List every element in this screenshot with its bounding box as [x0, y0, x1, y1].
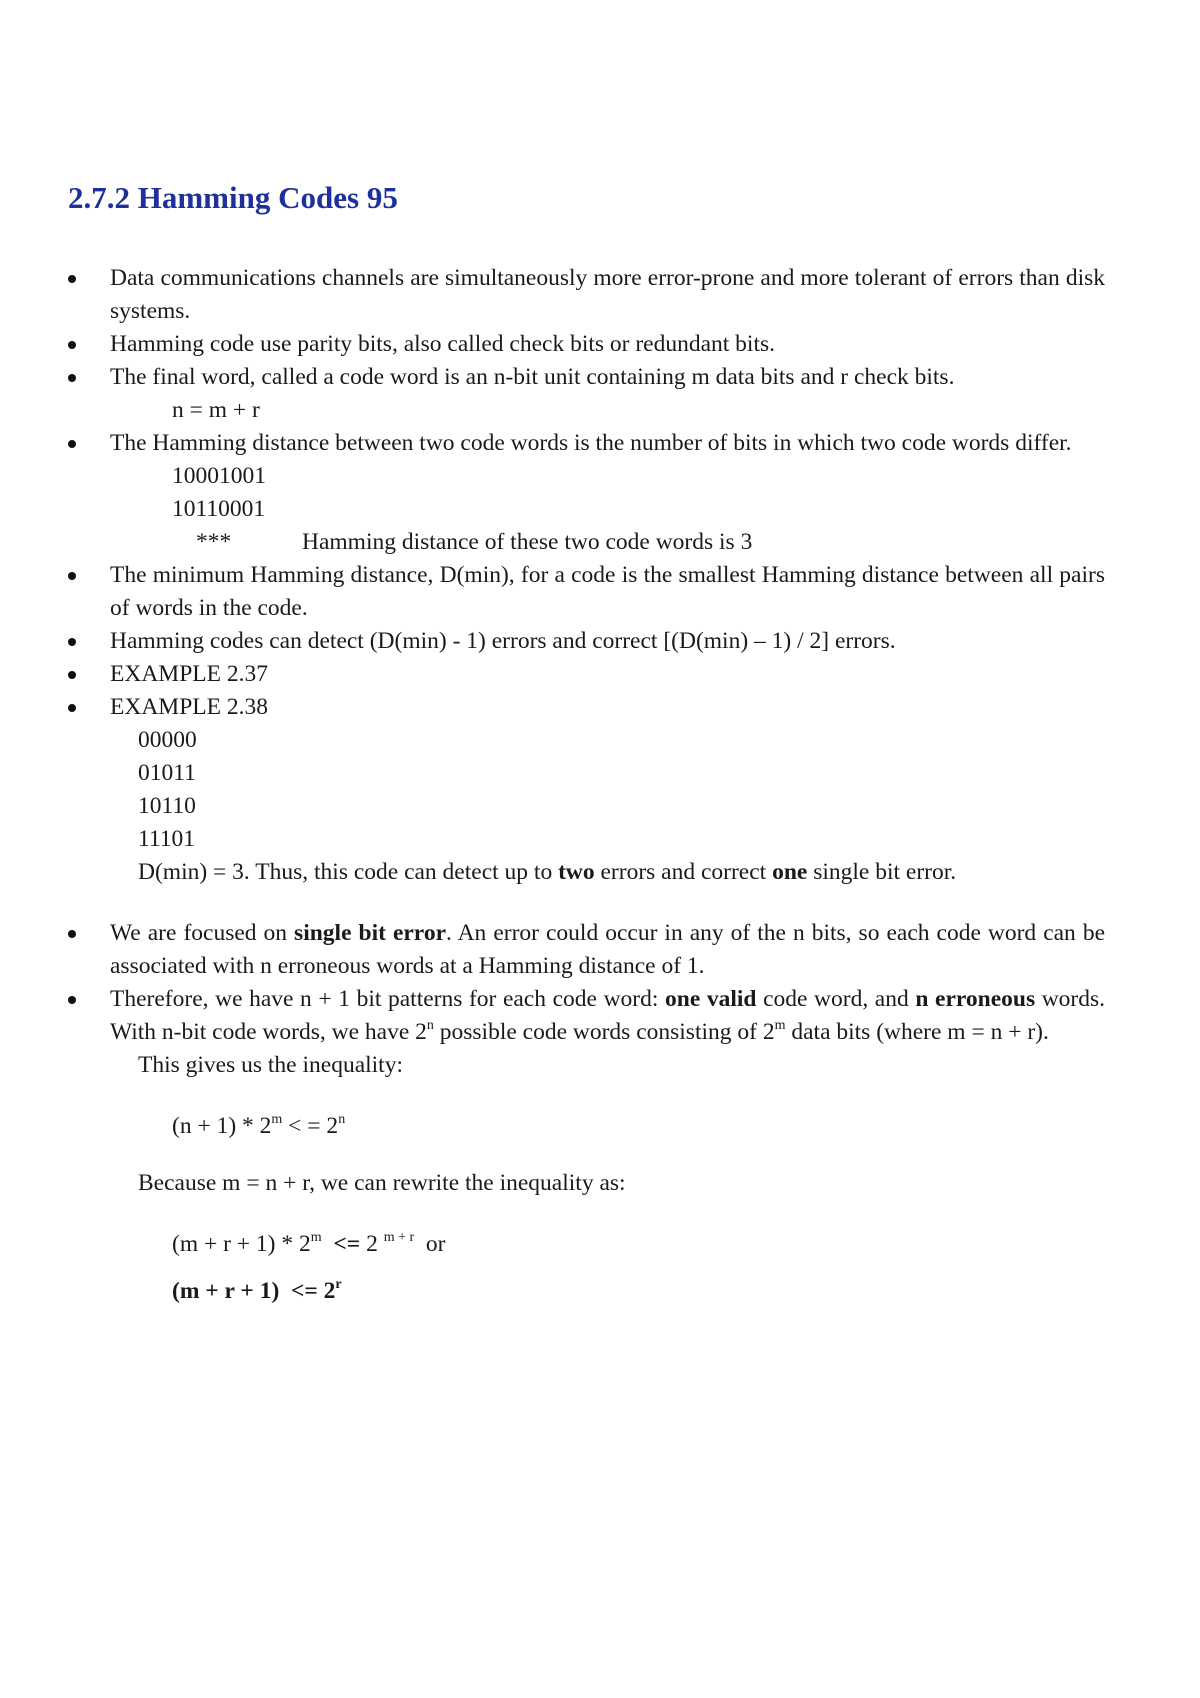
code-list	[110, 724, 1105, 889]
code-word-2: 10110001	[172, 496, 266, 522]
distance-note: Hamming distance of these two code words is 3	[302, 529, 753, 555]
bullet-icon	[68, 572, 76, 580]
list-item	[0, 658, 1200, 691]
list-item	[0, 917, 1200, 983]
bullet-text: The final word, called a code word is an n-bit unit containing m data bits and r check bits.	[110, 364, 955, 390]
bullet-icon	[68, 996, 76, 1004]
bullet-icon	[68, 440, 76, 448]
bullet-icon	[68, 275, 76, 283]
code-word: 10110	[138, 793, 196, 819]
list-item	[0, 559, 1200, 625]
inequality-2: (m + r + 1) * 2$^m$ <= 2 $^{m + r}$ or	[172, 1230, 446, 1257]
bullet-text: Therefore, we have n + 1 bit patterns for each code word: one valid code word, and n erroneous words. With n-bit code words, we have 2$^n$ possible code words consisting of 2$^m$ data bits (where m = n + r).	[110, 986, 1106, 1045]
example-label: EXAMPLE 2.37	[110, 661, 268, 687]
bullet-list	[0, 262, 1200, 1308]
inequality-intro: This gives us the inequality:	[138, 1052, 403, 1078]
code-word: 00000	[138, 727, 197, 753]
bullet-text: The minimum Hamming distance, D(min), for a code is the smallest Hamming distance between all pairs of words in the code.	[110, 562, 1105, 621]
list-item	[0, 361, 1200, 427]
bullet-icon	[68, 638, 76, 646]
difference-marks: ***	[196, 529, 232, 555]
bullet-text: The Hamming distance between two code words is the number of bits in which two code words differ.	[110, 430, 1072, 456]
dmin-statement: D(min) = 3. Thus, this code can detect up to two errors and correct one single bit error.	[138, 859, 957, 885]
bullet-text: Hamming code use parity bits, also called check bits or redundant bits.	[110, 331, 776, 357]
example-label: EXAMPLE 2.38	[110, 694, 268, 720]
section-heading: 2.7.2 Hamming Codes 95	[68, 180, 398, 215]
bullet-text: We are focused on single bit error. An error could occur in any of the n bits, so each code word can be associated with n erroneous words at a Hamming distance of 1.	[110, 920, 1105, 979]
list-item	[0, 983, 1200, 1308]
inequality-3: $(m + r + 1) <= 2^r$	[172, 1277, 342, 1304]
list-item	[0, 262, 1200, 328]
code-word: 01011	[138, 760, 196, 786]
code-word-1: 10001001	[172, 463, 266, 489]
list-item	[0, 625, 1200, 658]
inequality-1: $(n + 1) * 2^m$ < = $2^n$	[172, 1112, 346, 1139]
bullet-text: Data communications channels are simultaneously more error-prone and more tolerant of errors than disk systems.	[110, 265, 1105, 324]
list-item	[0, 691, 1200, 917]
list-item	[0, 427, 1200, 559]
code-word: 11101	[138, 826, 196, 852]
distance-row	[110, 526, 1105, 559]
bullet-icon	[68, 704, 76, 712]
bullet-icon	[68, 341, 76, 349]
bullet-text: Hamming codes can detect (D(min) - 1) errors and correct [(D(min) – 1) / 2] errors.	[110, 628, 896, 654]
list-item	[0, 328, 1200, 361]
bullet-icon	[68, 374, 76, 382]
formula-n-equals-m-plus-r: n = m + r	[172, 397, 260, 423]
rewrite-intro: Because m = n + r, we can rewrite the inequality as:	[138, 1170, 626, 1196]
bullet-icon	[68, 930, 76, 938]
bullet-icon	[68, 671, 76, 679]
